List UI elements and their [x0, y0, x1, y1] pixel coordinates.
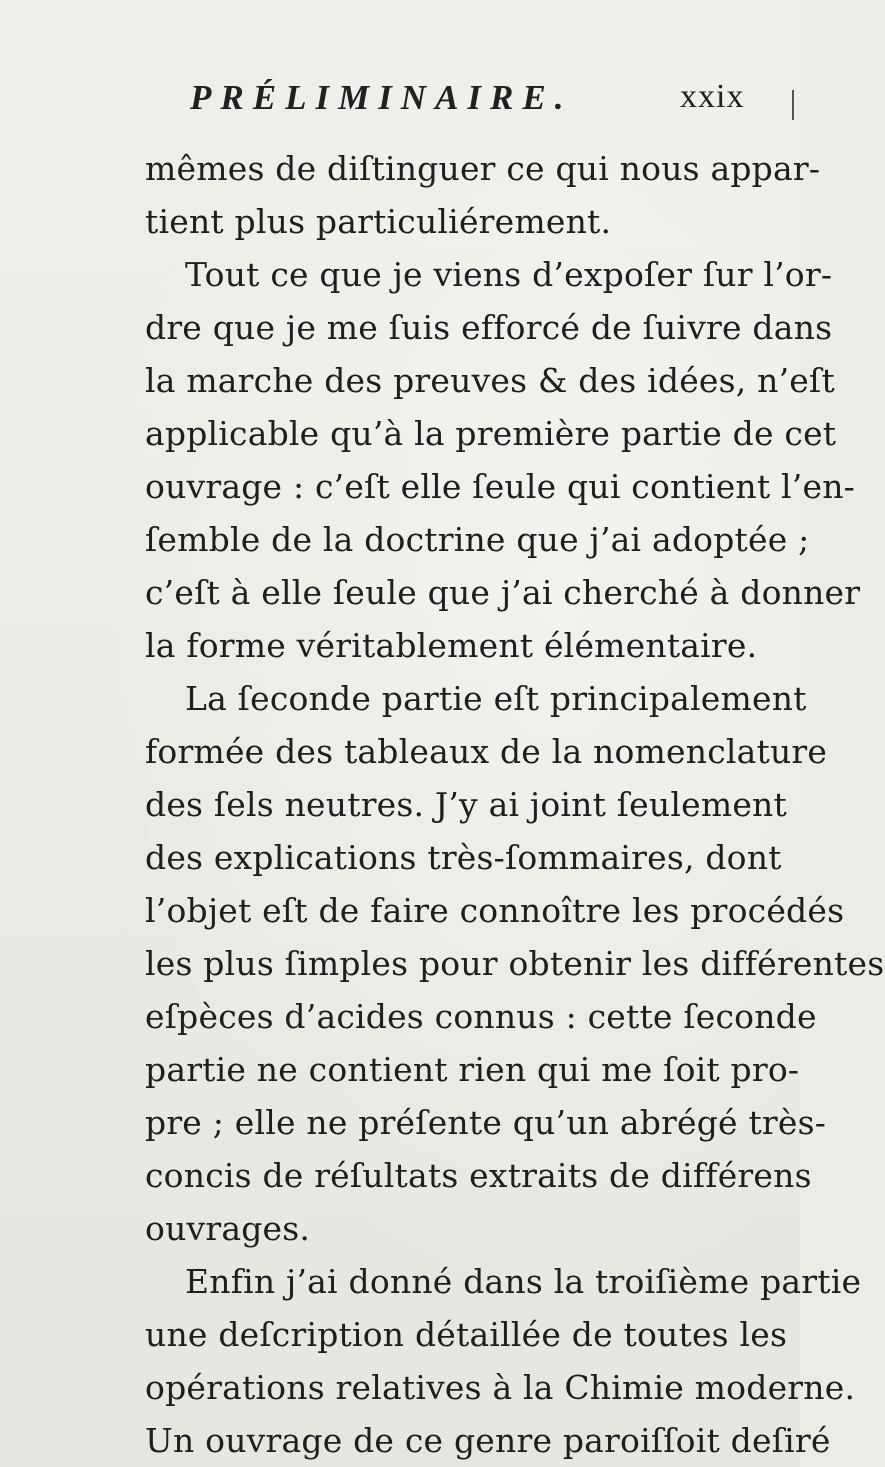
text-line: c’eſt à elle ſeule que j’ai cherché à donner [145, 573, 861, 612]
text-line: ſemble de la doctrine que j’ai adoptée ; [145, 520, 810, 559]
text-line: mêmes de diſtinguer ce qui nous appar- [145, 149, 821, 188]
page-header [190, 78, 880, 128]
text-line: ouvrage : c’eſt elle ſeule qui contient l’en- [145, 467, 856, 506]
text-line: applicable qu’à la première partie de cet [145, 414, 837, 453]
page-number: xxix [680, 78, 745, 115]
body-text [145, 142, 885, 1467]
text-line: opérations relatives à la Chimie moderne. [145, 1368, 856, 1407]
text-line: les plus ſimples pour obtenir les différentes [145, 944, 885, 983]
text-line: partie ne contient rien qui me ſoit pro- [145, 1050, 800, 1089]
text-line: pre ; elle ne préſente qu’un abrégé très- [145, 1103, 827, 1142]
text-line: la marche des preuves & des idées, n’eſt [145, 361, 835, 400]
text-line: des ſels neutres. J’y ai joint ſeulement [145, 785, 787, 824]
text-line: ouvrages. [145, 1209, 311, 1248]
page-edge-mark [792, 90, 794, 120]
text-line: Un ouvrage de ce genre paroiſſoit deſiré [145, 1421, 831, 1460]
running-title: PRÉLIMINAIRE. [190, 78, 573, 117]
text-line: tient plus particuliérement. [145, 202, 612, 241]
text-line: concis de réſultats extraits de différens [145, 1156, 812, 1195]
paragraph-start-line: La ſeconde partie eſt principalement [185, 679, 807, 718]
text-line: des explications très-ſommaires, dont [145, 838, 782, 877]
text-line: eſpèces d’acides connus : cette ſeconde [145, 997, 817, 1036]
text-line: l’objet eſt de faire connoître les procédés [145, 891, 845, 930]
text-line: une deſcription détaillée de toutes les [145, 1315, 788, 1354]
text-line: dre que je me ſuis efforcé de ſuivre dans [145, 308, 833, 347]
paragraph-start-line: Tout ce que je viens d’expoſer ſur l’or- [185, 255, 833, 294]
text-line: la forme véritablement élémentaire. [145, 626, 758, 665]
paragraph-start-line: Enfin j’ai donné dans la troiſième partie [185, 1262, 862, 1301]
text-line: formée des tableaux de la nomenclature [145, 732, 828, 771]
